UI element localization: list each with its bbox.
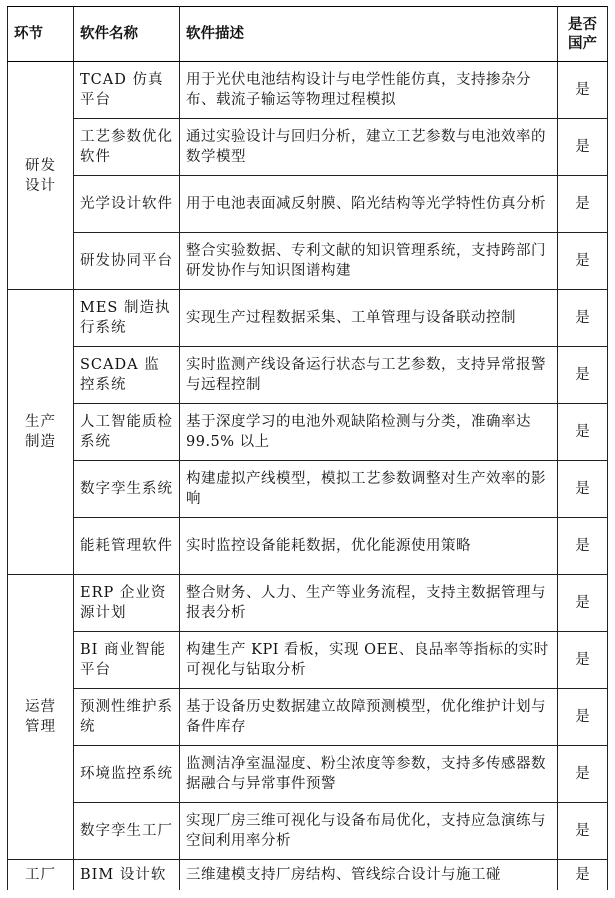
domestic-cell: 是: [558, 233, 608, 290]
domestic-cell: 是: [558, 176, 608, 233]
software-description-cell: 整合实验数据、专利文献的知识管理系统，支持跨部门研发协作与知识图谱构建: [180, 233, 558, 290]
header-segment: 环节: [8, 7, 74, 62]
software-name-cell: ERP 企业资源计划: [74, 575, 180, 632]
software-name-cell: BI 商业智能平台: [74, 632, 180, 689]
software-name-cell: 工艺参数优化软件: [74, 119, 180, 176]
domestic-cell: 是: [558, 119, 608, 176]
domestic-cell: 是: [558, 290, 608, 347]
software-description-cell: 实时监测产线设备运行状态与工艺参数，支持异常报警与远程控制: [180, 347, 558, 404]
software-table: [7, 6, 608, 890]
software-name-cell: SCADA 监控系统: [74, 347, 180, 404]
table-row: [8, 689, 608, 746]
software-description-cell: 实现生产过程数据采集、工单管理与设备联动控制: [180, 290, 558, 347]
software-name-cell: 光学设计软件: [74, 176, 180, 233]
software-description-cell: 整合财务、人力、生产等业务流程，支持主数据管理与报表分析: [180, 575, 558, 632]
software-description-cell: 构建虚拟产线模型，模拟工艺参数调整对生产效率的影响: [180, 461, 558, 518]
table-row: [8, 119, 608, 176]
header-software-description: 软件描述: [180, 7, 558, 62]
software-name-cell: 研发协同平台: [74, 233, 180, 290]
domestic-cell: 是: [558, 689, 608, 746]
table-body: [8, 62, 608, 891]
software-name-cell: BIM 设计软: [74, 860, 180, 891]
segment-cell: 运营 管理: [8, 575, 74, 860]
software-description-cell: 基于设备历史数据建立故障预测模型，优化维护计划与备件库存: [180, 689, 558, 746]
software-name-cell: MES 制造执行系统: [74, 290, 180, 347]
segment-cell: 生产 制造: [8, 290, 74, 575]
software-description-cell: 实时监控设备能耗数据，优化能源使用策略: [180, 518, 558, 575]
software-name-cell: 环境监控系统: [74, 746, 180, 803]
table-row: [8, 404, 608, 461]
table-row: [8, 860, 608, 891]
domestic-cell: 是: [558, 62, 608, 119]
domestic-cell: 是: [558, 575, 608, 632]
table-row: [8, 803, 608, 860]
table-row: [8, 290, 608, 347]
domestic-cell: 是: [558, 803, 608, 860]
domestic-cell: 是: [558, 746, 608, 803]
table-row: [8, 233, 608, 290]
software-description-cell: 用于电池表面减反射膜、陷光结构等光学特性仿真分析: [180, 176, 558, 233]
software-description-cell: 构建生产 KPI 看板，实现 OEE、良品率等指标的实时可视化与钻取分析: [180, 632, 558, 689]
table-header: [8, 7, 608, 62]
domestic-cell: 是: [558, 404, 608, 461]
segment-cell: 工厂: [8, 860, 74, 891]
table-row: [8, 62, 608, 119]
table-row: [8, 347, 608, 404]
software-description-cell: 实现厂房三维可视化与设备布局优化，支持应急演练与空间利用率分析: [180, 803, 558, 860]
segment-cell: 研发 设计: [8, 62, 74, 290]
domestic-cell: 是: [558, 347, 608, 404]
domestic-cell: 是: [558, 632, 608, 689]
table-row: [8, 575, 608, 632]
domestic-cell: 是: [558, 461, 608, 518]
software-description-cell: 通过实验设计与回归分析，建立工艺参数与电池效率的数学模型: [180, 119, 558, 176]
domestic-cell: 是: [558, 518, 608, 575]
software-description-cell: 三维建模支持厂房结构、管线综合设计与施工碰: [180, 860, 558, 891]
table-row: [8, 746, 608, 803]
header-domestic: 是否 国产: [558, 7, 608, 62]
software-name-cell: 能耗管理软件: [74, 518, 180, 575]
software-description-cell: 基于深度学习的电池外观缺陷检测与分类，准确率达 99.5% 以上: [180, 404, 558, 461]
table-row: [8, 518, 608, 575]
software-name-cell: TCAD 仿真平台: [74, 62, 180, 119]
software-description-cell: 用于光伏电池结构设计与电学性能仿真，支持掺杂分布、载流子输运等物理过程模拟: [180, 62, 558, 119]
table-row: [8, 176, 608, 233]
software-name-cell: 预测性维护系统: [74, 689, 180, 746]
software-description-cell: 监测洁净室温湿度、粉尘浓度等参数，支持多传感器数据融合与异常事件预警: [180, 746, 558, 803]
software-name-cell: 数字孪生系统: [74, 461, 180, 518]
table-row: [8, 461, 608, 518]
header-software-name: 软件名称: [74, 7, 180, 62]
software-name-cell: 数字孪生工厂: [74, 803, 180, 860]
domestic-cell: 是: [558, 860, 608, 891]
table-row: [8, 632, 608, 689]
software-name-cell: 人工智能质检系统: [74, 404, 180, 461]
